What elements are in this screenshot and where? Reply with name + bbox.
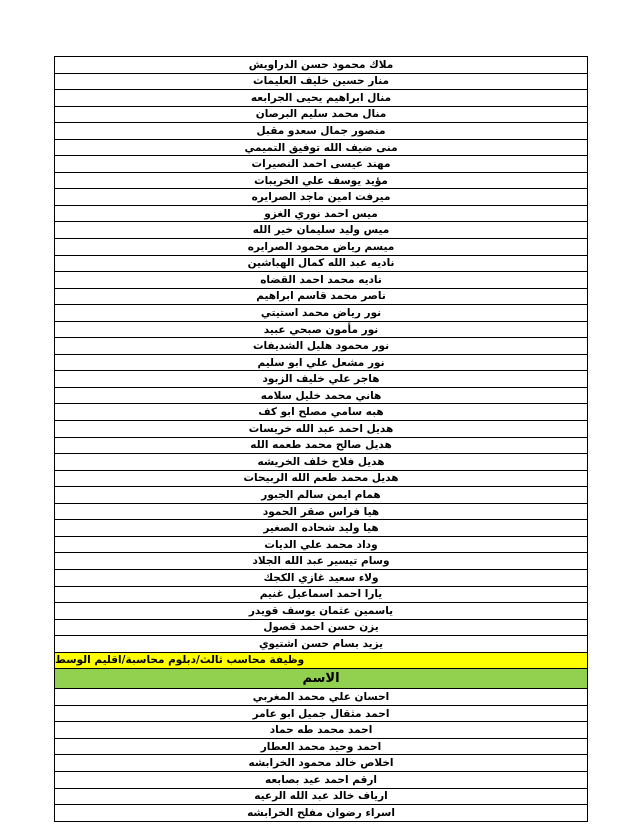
name-cell: هديل صالح محمد طعمه الله — [250, 439, 392, 452]
table-row — [55, 438, 587, 455]
name-cell: منال ابراهيم يحيى الجرابعه — [250, 91, 392, 104]
table-row — [55, 772, 587, 789]
name-cell: احمد وحيد محمد العطار — [260, 740, 382, 753]
names-table — [54, 56, 588, 822]
name-cell: منى ضيف الله توفيق التميمي — [244, 141, 398, 154]
name-cell: منال محمد سليم البرصان — [255, 108, 387, 121]
name-cell: ارياف خالد عبد الله الرعيه — [254, 790, 388, 803]
table-row — [55, 322, 587, 339]
name-cell: هبه سامي مصلح ابو كف — [258, 406, 384, 419]
upper-name-list — [55, 57, 587, 653]
name-cell: نور محمود هليل الشديفات — [252, 340, 390, 353]
table-row — [55, 140, 587, 157]
table-row — [55, 156, 587, 173]
name-cell: ملاك محمود حسن الدراويش — [248, 58, 394, 71]
table-row — [55, 189, 587, 206]
table-row — [55, 222, 587, 239]
table-row — [55, 206, 587, 223]
table-row — [55, 805, 587, 822]
table-row — [55, 305, 587, 322]
name-cell: هاني محمد خليل سلامه — [260, 389, 382, 402]
table-row — [55, 74, 587, 91]
table-row — [55, 537, 587, 554]
name-cell: هديل احمد عبد الله خريسات — [248, 422, 394, 435]
table-row — [55, 603, 587, 620]
table-row — [55, 504, 587, 521]
table-row — [55, 123, 587, 140]
name-cell: اسراء رضوان مفلح الخرابشه — [247, 806, 395, 819]
name-cell: ناديه محمد احمد القضاه — [260, 273, 382, 286]
table-row — [55, 239, 587, 256]
name-cell: ياسمين عثمان يوسف قويدر — [248, 604, 394, 617]
name-cell: ناصر محمد قاسم ابراهيم — [256, 290, 386, 303]
table-row — [55, 706, 587, 723]
table-row — [55, 689, 587, 706]
name-cell: يزيد بسام حسن اشتيوي — [258, 637, 384, 650]
table-row — [55, 272, 587, 289]
table-row — [55, 404, 587, 421]
name-cell: نور مشعل علي ابو سليم — [257, 356, 385, 369]
table-row — [55, 520, 587, 537]
lower-name-list — [55, 689, 587, 821]
name-cell: وسام تيسير عبد الله الجلاد — [252, 555, 390, 568]
table-row — [55, 454, 587, 471]
table-row — [55, 338, 587, 355]
table-row — [55, 371, 587, 388]
name-cell: ميرفت امين ماجد الصرايره — [251, 191, 391, 204]
table-row — [55, 487, 587, 504]
name-cell: ولاء سعيد غازي الكجك — [263, 571, 379, 584]
name-cell: هديل فلاح خلف الخريشه — [257, 455, 385, 468]
table-row — [55, 173, 587, 190]
section-title-row — [55, 653, 587, 670]
name-cell: مؤيد يوسف علي الخريبات — [254, 174, 388, 187]
table-row — [55, 587, 587, 604]
table-row — [55, 722, 587, 739]
name-cell: هاجر علي خليف الزبود — [262, 373, 380, 386]
name-cell: مهند عيسى احمد النصيرات — [251, 158, 391, 171]
table-row — [55, 256, 587, 273]
table-row — [55, 636, 587, 653]
table-row — [55, 755, 587, 772]
name-cell: ميس احمد نوري الغزو — [264, 207, 378, 220]
table-row — [55, 570, 587, 587]
table-row — [55, 90, 587, 107]
name-cell: احمد محمد طه حماد — [269, 724, 373, 737]
name-cell: اخلاص خالد محمود الخرابشه — [248, 757, 394, 770]
name-cell: نور رياض محمد استيتي — [260, 306, 382, 319]
column-header: الاسم — [302, 671, 340, 687]
name-cell: همام ايمن سالم الجبور — [261, 488, 381, 501]
name-cell: هيا فراس صقر الحمود — [262, 505, 380, 518]
table-row — [55, 553, 587, 570]
table-row — [55, 739, 587, 756]
name-cell: ارقم احمد عيد بصابعه — [265, 773, 377, 786]
table-row — [55, 620, 587, 637]
table-row — [55, 421, 587, 438]
table-row — [55, 789, 587, 806]
name-cell: ميس وليد سليمان خير الله — [252, 224, 390, 237]
name-cell: احمد مثقال جميل ابو عامر — [252, 707, 390, 720]
table-row — [55, 388, 587, 405]
name-cell: يارا احمد اسماعيل غنيم — [259, 588, 383, 601]
section-title: وظيفة محاسب ثالث/دبلوم محاسبة/اقليم الوسط — [55, 654, 305, 667]
name-cell: هديل محمد طعم الله الربيحات — [243, 472, 399, 485]
name-cell: هيا وليد شحاده الصغير — [263, 522, 379, 535]
table-row — [55, 57, 587, 74]
table-row — [55, 107, 587, 124]
table-row — [55, 355, 587, 372]
table-row — [55, 471, 587, 488]
name-cell: منار حسين خليف العليمات — [253, 75, 389, 88]
name-cell: يزن حسن احمد قصول — [263, 621, 379, 634]
table-row — [55, 289, 587, 306]
name-cell: نور مأمون صبحي عبيد — [263, 323, 379, 336]
column-header-row — [55, 669, 587, 689]
name-cell: ميسم رياض محمود الصرايره — [247, 240, 395, 253]
name-cell: ناديه عبد الله كمال الهباشين — [247, 257, 395, 270]
name-cell: احسان علي محمد المغربي — [252, 691, 390, 703]
name-cell: منصور جمال سعدو مقبل — [256, 124, 386, 137]
name-cell: وداد محمد علي الديات — [264, 538, 378, 551]
